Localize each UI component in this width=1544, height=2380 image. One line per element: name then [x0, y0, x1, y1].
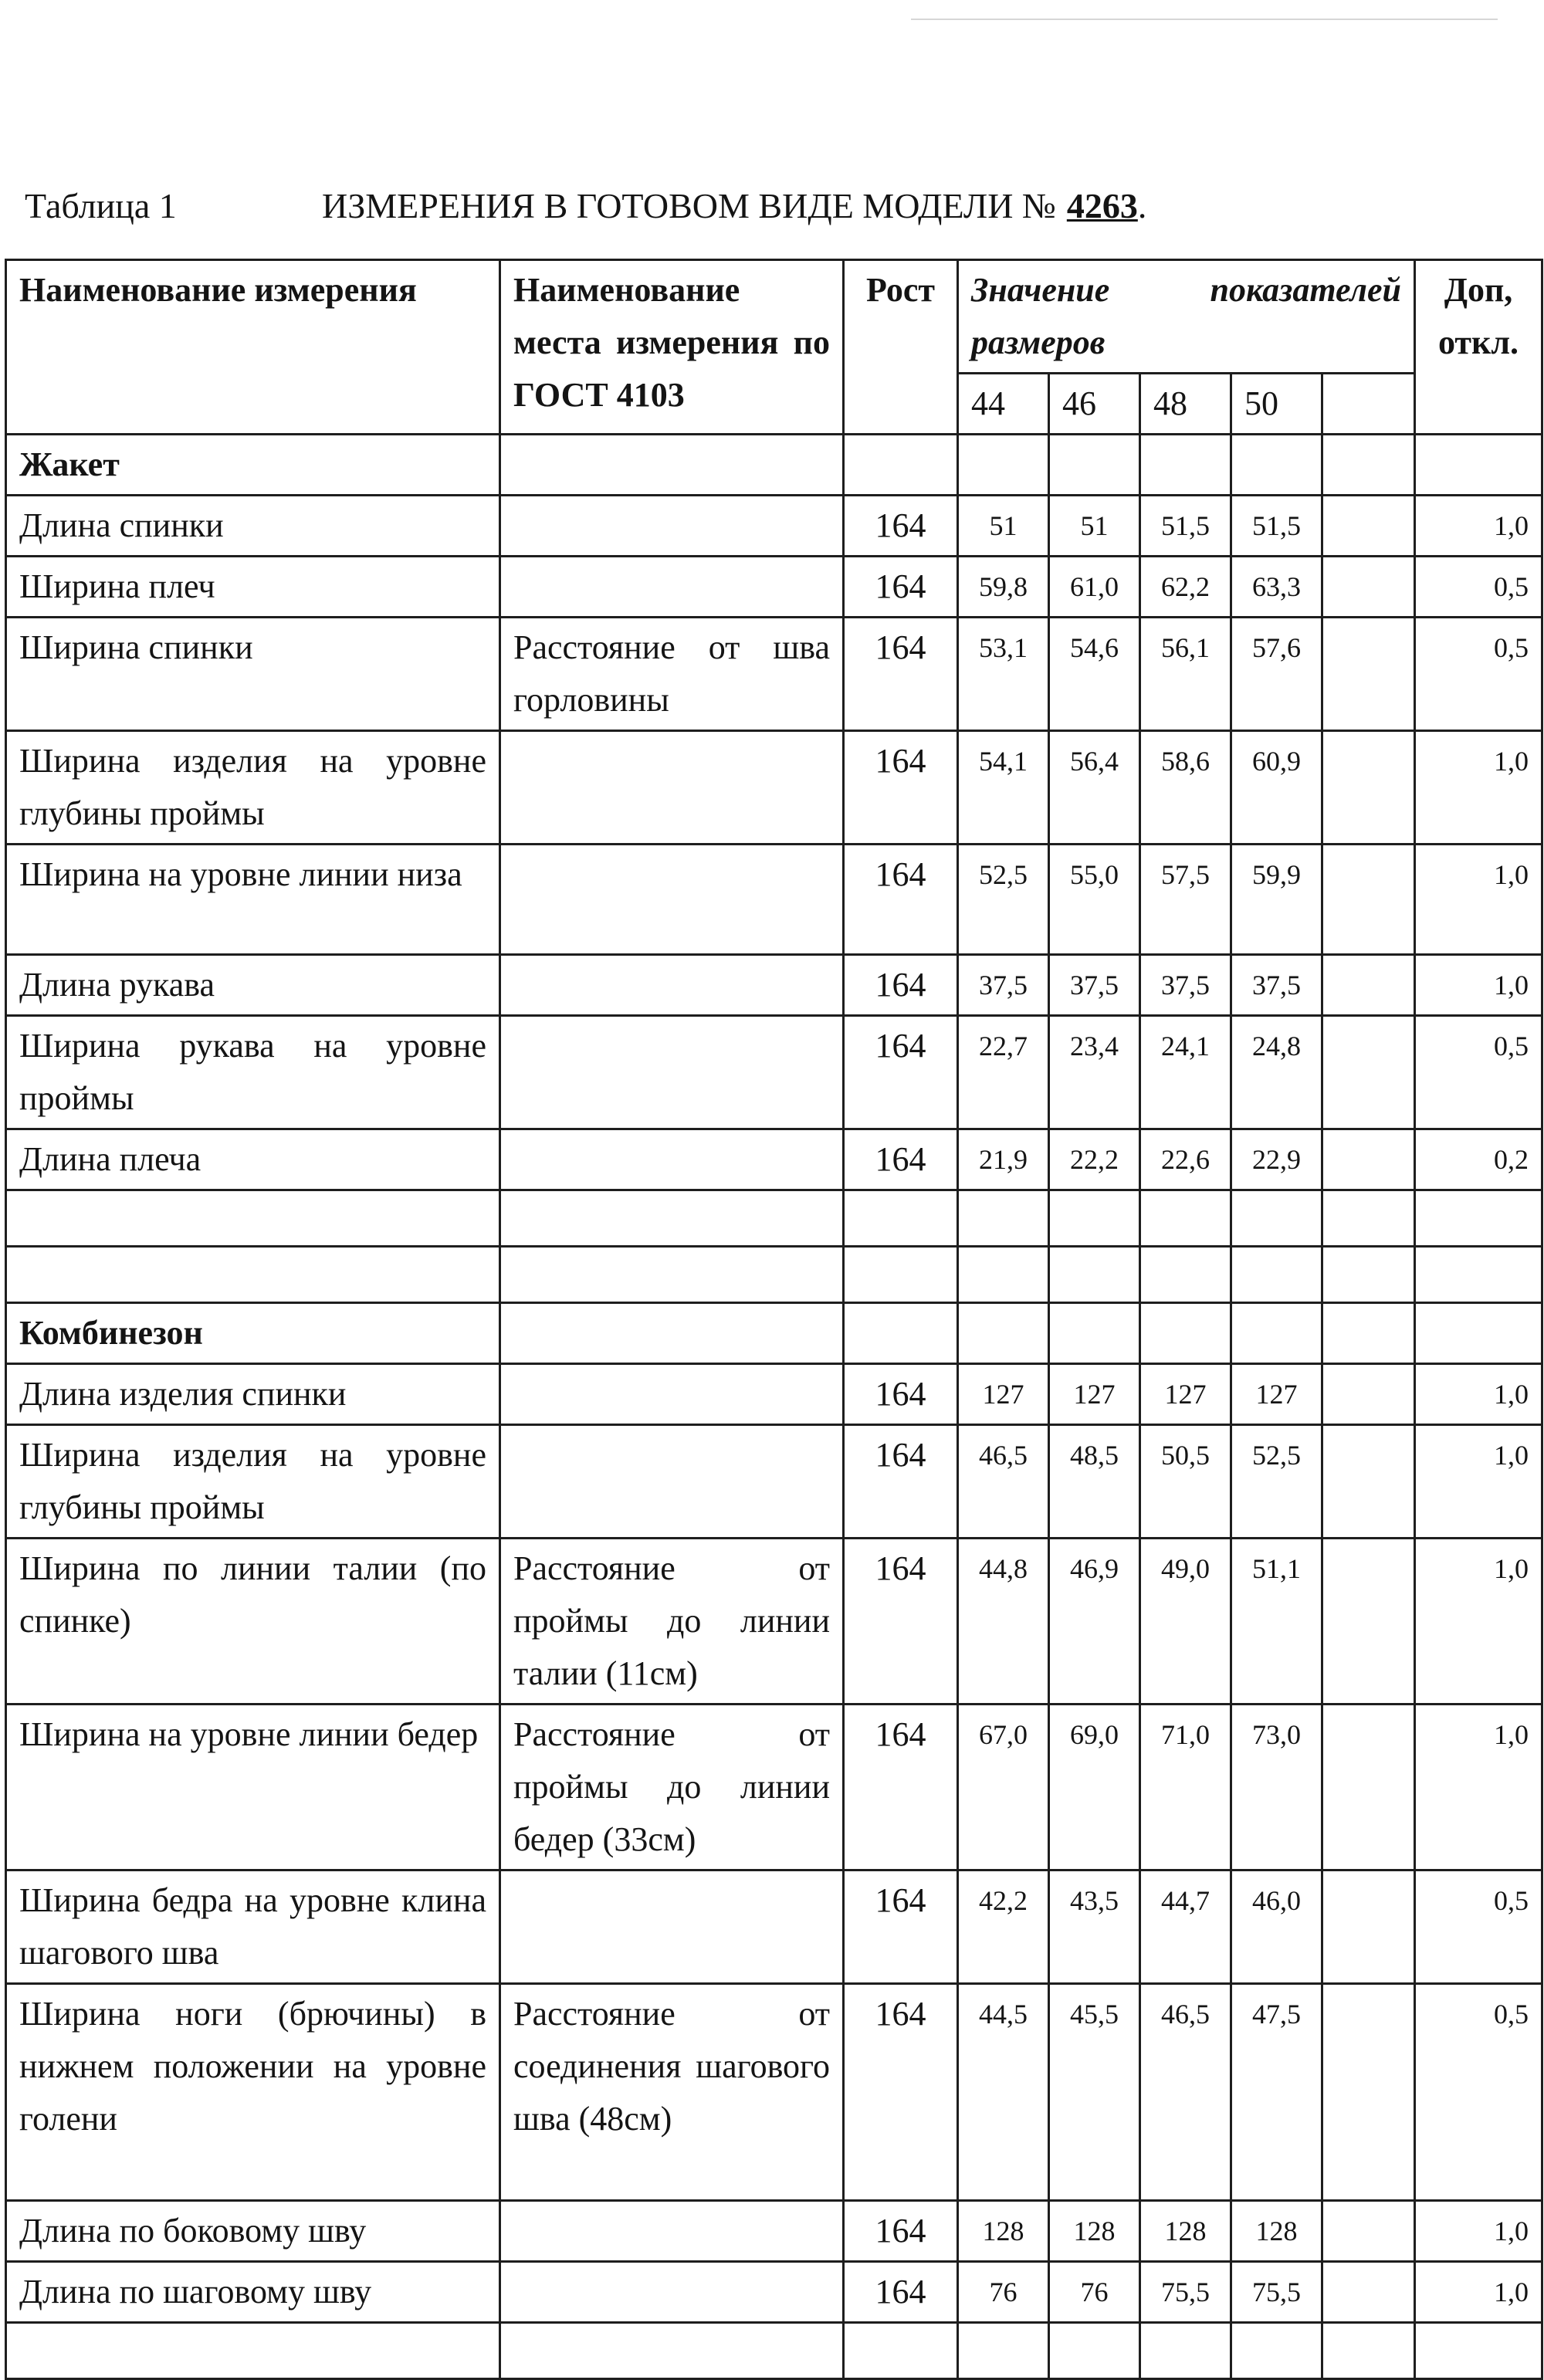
measurement-name: Ширина изделия на уровне глубины проймы [6, 1425, 500, 1539]
empty-cell [1049, 435, 1140, 496]
tolerance-value: 1,0 [1415, 1425, 1542, 1539]
size-value: 52,5 [958, 845, 1049, 955]
size-value: 44,7 [1140, 1870, 1231, 1984]
empty-cell [1322, 1539, 1415, 1705]
empty-cell [1322, 845, 1415, 955]
height-value: 164 [844, 1016, 958, 1129]
measurement-place [500, 955, 844, 1016]
height-value: 164 [844, 731, 958, 845]
tolerance-value: 1,0 [1415, 731, 1542, 845]
title-period: . [1137, 186, 1147, 225]
measurement-name: Ширина изделия на уровне глубины проймы [6, 731, 500, 845]
measurement-place [500, 496, 844, 557]
measurement-name: Ширина спинки [6, 618, 500, 731]
table-row [6, 731, 1542, 845]
empty-cell [1322, 1705, 1415, 1870]
header-size: 44 [958, 374, 1049, 435]
size-value: 51 [1049, 496, 1140, 557]
size-value: 46,5 [958, 1425, 1049, 1539]
table-title-text: ИЗМЕРЕНИЯ В ГОТОВОМ ВИДЕ МОДЕЛИ № [322, 186, 1056, 225]
size-value [1140, 1190, 1231, 1247]
height-value: 164 [844, 1364, 958, 1425]
size-value: 21,9 [958, 1129, 1049, 1190]
measurement-name [6, 1247, 500, 1303]
measurement-place [500, 845, 844, 955]
size-value [1049, 1190, 1140, 1247]
height-value: 164 [844, 1425, 958, 1539]
measurement-place [500, 2201, 844, 2262]
tolerance-value: 1,0 [1415, 2262, 1542, 2323]
measurement-place: Расстояние от проймы до линии бедер (33см) [500, 1705, 844, 1870]
table-row [6, 557, 1542, 618]
size-value: 128 [1140, 2201, 1231, 2262]
tolerance-value: 0,2 [1415, 1129, 1542, 1190]
measurement-place [500, 1425, 844, 1539]
size-value: 75,5 [1231, 2262, 1322, 2323]
measurement-place [500, 1364, 844, 1425]
measurement-place [500, 1129, 844, 1190]
height-value: 164 [844, 618, 958, 731]
empty-cell [1322, 496, 1415, 557]
measurement-name: Длина рукава [6, 955, 500, 1016]
empty-cell [958, 435, 1049, 496]
size-value [1231, 1247, 1322, 1303]
measurement-name: Ширина рукава на уровне проймы [6, 1016, 500, 1129]
scan-edge-line [911, 19, 1498, 20]
header-size [1322, 374, 1415, 435]
measurement-place [500, 2323, 844, 2379]
measurement-name [6, 1190, 500, 1247]
measurement-place: Расстояние от соединения шагового шва (48см) [500, 1984, 844, 2201]
size-value: 67,0 [958, 1705, 1049, 1870]
size-value: 58,6 [1140, 731, 1231, 845]
size-value: 60,9 [1231, 731, 1322, 845]
size-value: 44,5 [958, 1984, 1049, 2201]
empty-cell [1322, 2201, 1415, 2262]
table-row [6, 1870, 1542, 1984]
empty-cell [1322, 435, 1415, 496]
empty-cell [1322, 1984, 1415, 2201]
size-value: 57,6 [1231, 618, 1322, 731]
measurement-name: Ширина на уровне линии низа [6, 845, 500, 955]
measurement-name: Ширина плеч [6, 557, 500, 618]
measurement-place [500, 1870, 844, 1984]
measurement-name: Ширина ноги (брючины) в нижнем положении на уровне голени [6, 1984, 500, 2201]
table-row [6, 1129, 1542, 1190]
size-value: 127 [1049, 1364, 1140, 1425]
measurement-name [6, 2323, 500, 2379]
size-value: 57,5 [1140, 845, 1231, 955]
size-value: 127 [1140, 1364, 1231, 1425]
tolerance-value: 1,0 [1415, 955, 1542, 1016]
measurement-place [500, 1247, 844, 1303]
size-value: 75,5 [1140, 2262, 1231, 2323]
table-row [6, 1425, 1542, 1539]
size-value: 76 [1049, 2262, 1140, 2323]
size-value: 128 [1049, 2201, 1140, 2262]
size-value: 47,5 [1231, 1984, 1322, 2201]
tolerance-value: 0,5 [1415, 618, 1542, 731]
size-value: 55,0 [1049, 845, 1140, 955]
size-value: 76 [958, 2262, 1049, 2323]
height-value: 164 [844, 845, 958, 955]
size-value [1140, 2323, 1231, 2379]
measurement-name: Ширина на уровне линии бедер [6, 1705, 500, 1870]
header-height: Рост [844, 260, 958, 435]
header-size-values: Значение показателей размеров [958, 260, 1415, 374]
table-row [6, 1984, 1542, 2201]
size-value: 63,3 [1231, 557, 1322, 618]
table-row [6, 1364, 1542, 1425]
tolerance-value [1415, 2323, 1542, 2379]
size-value: 56,1 [1140, 618, 1231, 731]
table-row [6, 2323, 1542, 2379]
empty-cell [1322, 557, 1415, 618]
height-value: 164 [844, 1870, 958, 1984]
empty-cell [1322, 1364, 1415, 1425]
measurement-name: Длина изделия спинки [6, 1364, 500, 1425]
empty-cell [1322, 1870, 1415, 1984]
measurement-place [500, 2262, 844, 2323]
header-size: 46 [1049, 374, 1140, 435]
size-value: 48,5 [1049, 1425, 1140, 1539]
size-value [958, 2323, 1049, 2379]
size-value: 69,0 [1049, 1705, 1140, 1870]
measurement-place: Расстояние от шва горловины [500, 618, 844, 731]
table-caption [25, 179, 1544, 233]
size-value: 52,5 [1231, 1425, 1322, 1539]
size-value: 59,8 [958, 557, 1049, 618]
size-value: 23,4 [1049, 1016, 1140, 1129]
empty-cell [958, 1303, 1049, 1364]
header-measurement-place: Наименование места измерения по ГОСТ 4103 [500, 260, 844, 435]
empty-cell [1231, 435, 1322, 496]
size-value: 73,0 [1231, 1705, 1322, 1870]
height-value: 164 [844, 1984, 958, 2201]
tolerance-value: 1,0 [1415, 1364, 1542, 1425]
size-value: 61,0 [1049, 557, 1140, 618]
empty-cell [1231, 1303, 1322, 1364]
tolerance-value [1415, 1190, 1542, 1247]
size-value: 127 [958, 1364, 1049, 1425]
size-value: 42,2 [958, 1870, 1049, 1984]
height-value [844, 1190, 958, 1247]
measurement-name: Ширина по линии талии (по спинке) [6, 1539, 500, 1705]
size-value: 44,8 [958, 1539, 1049, 1705]
size-value: 22,2 [1049, 1129, 1140, 1190]
height-value: 164 [844, 2201, 958, 2262]
measurement-name: Длина по боковому шву [6, 2201, 500, 2262]
height-value: 164 [844, 1539, 958, 1705]
empty-cell [1322, 1425, 1415, 1539]
tolerance-value [1415, 1247, 1542, 1303]
table-row [6, 496, 1542, 557]
height-value [844, 1247, 958, 1303]
empty-cell [1415, 1303, 1542, 1364]
tolerance-value: 1,0 [1415, 2201, 1542, 2262]
size-value: 51,5 [1140, 496, 1231, 557]
height-value: 164 [844, 2262, 958, 2323]
size-value: 128 [1231, 2201, 1322, 2262]
table-row [6, 618, 1542, 731]
empty-cell [1322, 1129, 1415, 1190]
empty-cell [1322, 1303, 1415, 1364]
empty-cell [1049, 1303, 1140, 1364]
table-title [322, 179, 1146, 233]
measurement-name: Длина плеча [6, 1129, 500, 1190]
measurement-place: Расстояние от проймы до линии талии (11см) [500, 1539, 844, 1705]
size-value: 37,5 [1231, 955, 1322, 1016]
size-value: 37,5 [1049, 955, 1140, 1016]
tolerance-value: 0,5 [1415, 1984, 1542, 2201]
empty-cell [1415, 435, 1542, 496]
measurement-name: Длина спинки [6, 496, 500, 557]
size-value: 24,8 [1231, 1016, 1322, 1129]
empty-cell [844, 435, 958, 496]
table-row [6, 1539, 1542, 1705]
size-value: 22,9 [1231, 1129, 1322, 1190]
empty-cell [500, 1303, 844, 1364]
size-value: 46,9 [1049, 1539, 1140, 1705]
size-value: 127 [1231, 1364, 1322, 1425]
measurements-table [5, 259, 1543, 2380]
table-row [6, 2262, 1542, 2323]
empty-cell [1322, 955, 1415, 1016]
table-row [6, 1247, 1542, 1303]
table-row [6, 955, 1542, 1016]
header-row [6, 260, 1542, 374]
measurement-place [500, 557, 844, 618]
size-value [1049, 2323, 1140, 2379]
size-value [1049, 1247, 1140, 1303]
size-value: 46,0 [1231, 1870, 1322, 1984]
size-value: 128 [958, 2201, 1049, 2262]
table-body [6, 435, 1542, 2379]
size-value [1140, 1247, 1231, 1303]
empty-cell [844, 1303, 958, 1364]
size-value: 22,7 [958, 1016, 1049, 1129]
size-value: 46,5 [1140, 1984, 1231, 2201]
measurement-place [500, 731, 844, 845]
empty-cell [1322, 618, 1415, 731]
header-tolerance: Доп, откл. [1415, 260, 1542, 435]
size-value: 59,9 [1231, 845, 1322, 955]
size-value: 51,5 [1231, 496, 1322, 557]
size-value: 56,4 [1049, 731, 1140, 845]
empty-cell [1322, 2262, 1415, 2323]
size-value: 50,5 [1140, 1425, 1231, 1539]
tolerance-value: 1,0 [1415, 845, 1542, 955]
empty-cell [1322, 1247, 1415, 1303]
measurement-place [500, 1190, 844, 1247]
size-value: 45,5 [1049, 1984, 1140, 2201]
size-value: 53,1 [958, 618, 1049, 731]
section-title: Комбинезон [6, 1303, 500, 1364]
table-row [6, 1705, 1542, 1870]
height-value: 164 [844, 1129, 958, 1190]
size-value: 24,1 [1140, 1016, 1231, 1129]
tolerance-value: 0,5 [1415, 1016, 1542, 1129]
measurement-name: Длина по шаговому шву [6, 2262, 500, 2323]
size-value: 62,2 [1140, 557, 1231, 618]
size-value: 71,0 [1140, 1705, 1231, 1870]
section-row [6, 435, 1542, 496]
tolerance-value: 1,0 [1415, 1539, 1542, 1705]
table-row [6, 2201, 1542, 2262]
table-number: Таблица 1 [25, 186, 177, 225]
size-value: 54,1 [958, 731, 1049, 845]
empty-cell [1322, 1016, 1415, 1129]
header-size: 50 [1231, 374, 1322, 435]
size-value [958, 1247, 1049, 1303]
empty-cell [1322, 1190, 1415, 1247]
table-row [6, 1016, 1542, 1129]
size-value: 22,6 [1140, 1129, 1231, 1190]
empty-cell [1140, 435, 1231, 496]
tolerance-value: 1,0 [1415, 1705, 1542, 1870]
section-row [6, 1303, 1542, 1364]
size-value [1231, 1190, 1322, 1247]
header-size: 48 [1140, 374, 1231, 435]
size-value [958, 1190, 1049, 1247]
model-number: 4263 [1066, 186, 1138, 225]
height-value: 164 [844, 557, 958, 618]
empty-cell [500, 435, 844, 496]
empty-cell [1322, 731, 1415, 845]
height-value: 164 [844, 955, 958, 1016]
tolerance-value: 0,5 [1415, 557, 1542, 618]
height-value: 164 [844, 1705, 958, 1870]
table-row [6, 845, 1542, 955]
tolerance-value: 0,5 [1415, 1870, 1542, 1984]
tolerance-value: 1,0 [1415, 496, 1542, 557]
size-value: 37,5 [1140, 955, 1231, 1016]
measurement-name: Ширина бедра на уровне клина шагового шва [6, 1870, 500, 1984]
size-value [1231, 2323, 1322, 2379]
empty-cell [1140, 1303, 1231, 1364]
table-row [6, 1190, 1542, 1247]
height-value: 164 [844, 496, 958, 557]
size-value: 43,5 [1049, 1870, 1140, 1984]
header-measurement-name: Наименование измерения [6, 260, 500, 435]
section-title: Жакет [6, 435, 500, 496]
size-value: 49,0 [1140, 1539, 1231, 1705]
size-value: 51,1 [1231, 1539, 1322, 1705]
size-value: 54,6 [1049, 618, 1140, 731]
size-value: 37,5 [958, 955, 1049, 1016]
height-value [844, 2323, 958, 2379]
empty-cell [1322, 2323, 1415, 2379]
size-value: 51 [958, 496, 1049, 557]
measurement-place [500, 1016, 844, 1129]
